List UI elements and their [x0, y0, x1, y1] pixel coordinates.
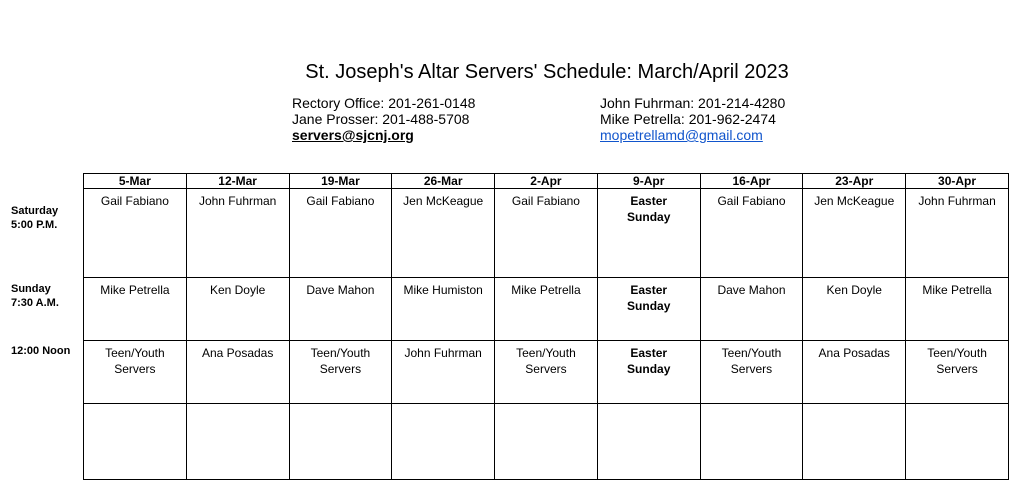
- schedule-cell: [84, 341, 187, 404]
- server-name: Mike Petrella: [100, 283, 170, 297]
- schedule-cell: [906, 341, 1009, 404]
- schedule-cell: [597, 189, 700, 278]
- empty-row: [84, 404, 1009, 480]
- row-label-day: 12:00 Noon: [11, 345, 71, 357]
- server-name: Dave Mahon: [306, 283, 375, 297]
- server-name: Mike Petrella: [922, 283, 992, 297]
- date-header: 23-Apr: [803, 174, 906, 189]
- server-name: Teen/Youth Servers: [310, 346, 371, 376]
- server-name: Gail Fabiano: [511, 194, 580, 208]
- server-name: Mike Petrella: [511, 283, 581, 297]
- empty-cell: [597, 404, 700, 480]
- date-header: 19-Mar: [289, 174, 392, 189]
- schedule-cell: [495, 341, 598, 404]
- server-name: Gail Fabiano: [100, 194, 169, 208]
- schedule-cell: [597, 278, 700, 341]
- date-header: 9-Apr: [597, 174, 700, 189]
- server-name: Teen/Youth Servers: [927, 346, 987, 376]
- schedule-cell: [186, 189, 289, 278]
- row-label-day: Saturday: [11, 205, 59, 217]
- schedule-cell: [289, 341, 392, 404]
- contact-block-left: [292, 95, 475, 143]
- row-label-day: Sunday: [11, 283, 51, 295]
- date-header: 30-Apr: [906, 174, 1009, 189]
- rectory-office-phone: Rectory Office: 201-261-0148: [292, 95, 476, 111]
- page-title: St. Joseph's Altar Servers' Schedule: March/April 2023: [305, 61, 789, 83]
- empty-cell: [84, 404, 187, 480]
- schedule-cell: [392, 189, 495, 278]
- schedule-cell: [289, 189, 392, 278]
- schedule-cell: [803, 341, 906, 404]
- schedule-cell: [186, 278, 289, 341]
- contact-block-right: [600, 95, 785, 143]
- server-name: Jen McKeague: [403, 194, 484, 208]
- server-name: John Fuhrman: [918, 194, 996, 208]
- schedule-cell: [700, 341, 803, 404]
- schedule-cell: [700, 189, 803, 278]
- server-name: Jen McKeague: [814, 194, 895, 208]
- schedule-cell: [700, 278, 803, 341]
- empty-cell: [392, 404, 495, 480]
- header-row: [84, 174, 1009, 189]
- noon-row: [84, 341, 1009, 404]
- server-name: Ana Posadas: [201, 346, 274, 360]
- schedule-cell: [906, 189, 1009, 278]
- john-fuhrman-phone: John Fuhrman: 201-214-4280: [600, 95, 786, 111]
- date-header: 5-Mar: [84, 174, 187, 189]
- server-name: Gail Fabiano: [306, 194, 375, 208]
- empty-cell: [700, 404, 803, 480]
- schedule-cell: [84, 278, 187, 341]
- schedule-cell: [392, 278, 495, 341]
- easter-sunday-label: Easter Sunday: [627, 346, 671, 376]
- row-label-time: 7:30 A.M.: [11, 297, 59, 309]
- empty-cell: [906, 404, 1009, 480]
- row-label-saturday: [11, 204, 58, 232]
- easter-sunday-label: Easter Sunday: [627, 283, 671, 313]
- jane-prosser-phone: Jane Prosser: 201-488-5708: [292, 111, 470, 127]
- sunday-row: [84, 278, 1009, 341]
- row-label-sunday: [11, 282, 59, 310]
- schedule-cell: [803, 189, 906, 278]
- empty-cell: [495, 404, 598, 480]
- empty-cell: [186, 404, 289, 480]
- servers-email-link[interactable]: servers@sjcnj.org: [292, 127, 414, 143]
- schedule-cell: [186, 341, 289, 404]
- schedule-cell: [803, 278, 906, 341]
- server-name: Teen/Youth Servers: [721, 346, 782, 376]
- date-header: 12-Mar: [186, 174, 289, 189]
- schedule-cell: [392, 341, 495, 404]
- schedule-table: [83, 173, 1009, 480]
- server-name: Ken Doyle: [826, 283, 882, 297]
- schedule-cell: [289, 278, 392, 341]
- mopetrella-email-link[interactable]: mopetrellamd@gmail.com: [600, 127, 763, 143]
- server-name: Teen/Youth Servers: [105, 346, 165, 376]
- server-name: Ken Doyle: [209, 283, 266, 297]
- row-label-time: 5:00 P.M.: [11, 219, 58, 231]
- saturday-row: [84, 189, 1009, 278]
- schedule-cell: [495, 278, 598, 341]
- server-name: John Fuhrman: [198, 194, 277, 208]
- server-name: John Fuhrman: [404, 346, 482, 360]
- server-name: Gail Fabiano: [717, 194, 786, 208]
- schedule-cell: [495, 189, 598, 278]
- schedule-cell: [597, 341, 700, 404]
- server-name: Teen/Youth Servers: [516, 346, 576, 376]
- schedule-cell: [84, 189, 187, 278]
- schedule-cell: [906, 278, 1009, 341]
- mike-petrella-phone: Mike Petrella: 201-962-2474: [600, 111, 776, 127]
- date-header: 26-Mar: [392, 174, 495, 189]
- easter-sunday-label: Easter Sunday: [627, 194, 671, 224]
- date-header: 16-Apr: [700, 174, 803, 189]
- server-name: Dave Mahon: [717, 283, 786, 297]
- empty-cell: [803, 404, 906, 480]
- date-header: 2-Apr: [495, 174, 598, 189]
- server-name: Ana Posadas: [818, 346, 890, 360]
- empty-cell: [289, 404, 392, 480]
- row-label-noon: [11, 344, 70, 358]
- server-name: Mike Humiston: [403, 283, 483, 297]
